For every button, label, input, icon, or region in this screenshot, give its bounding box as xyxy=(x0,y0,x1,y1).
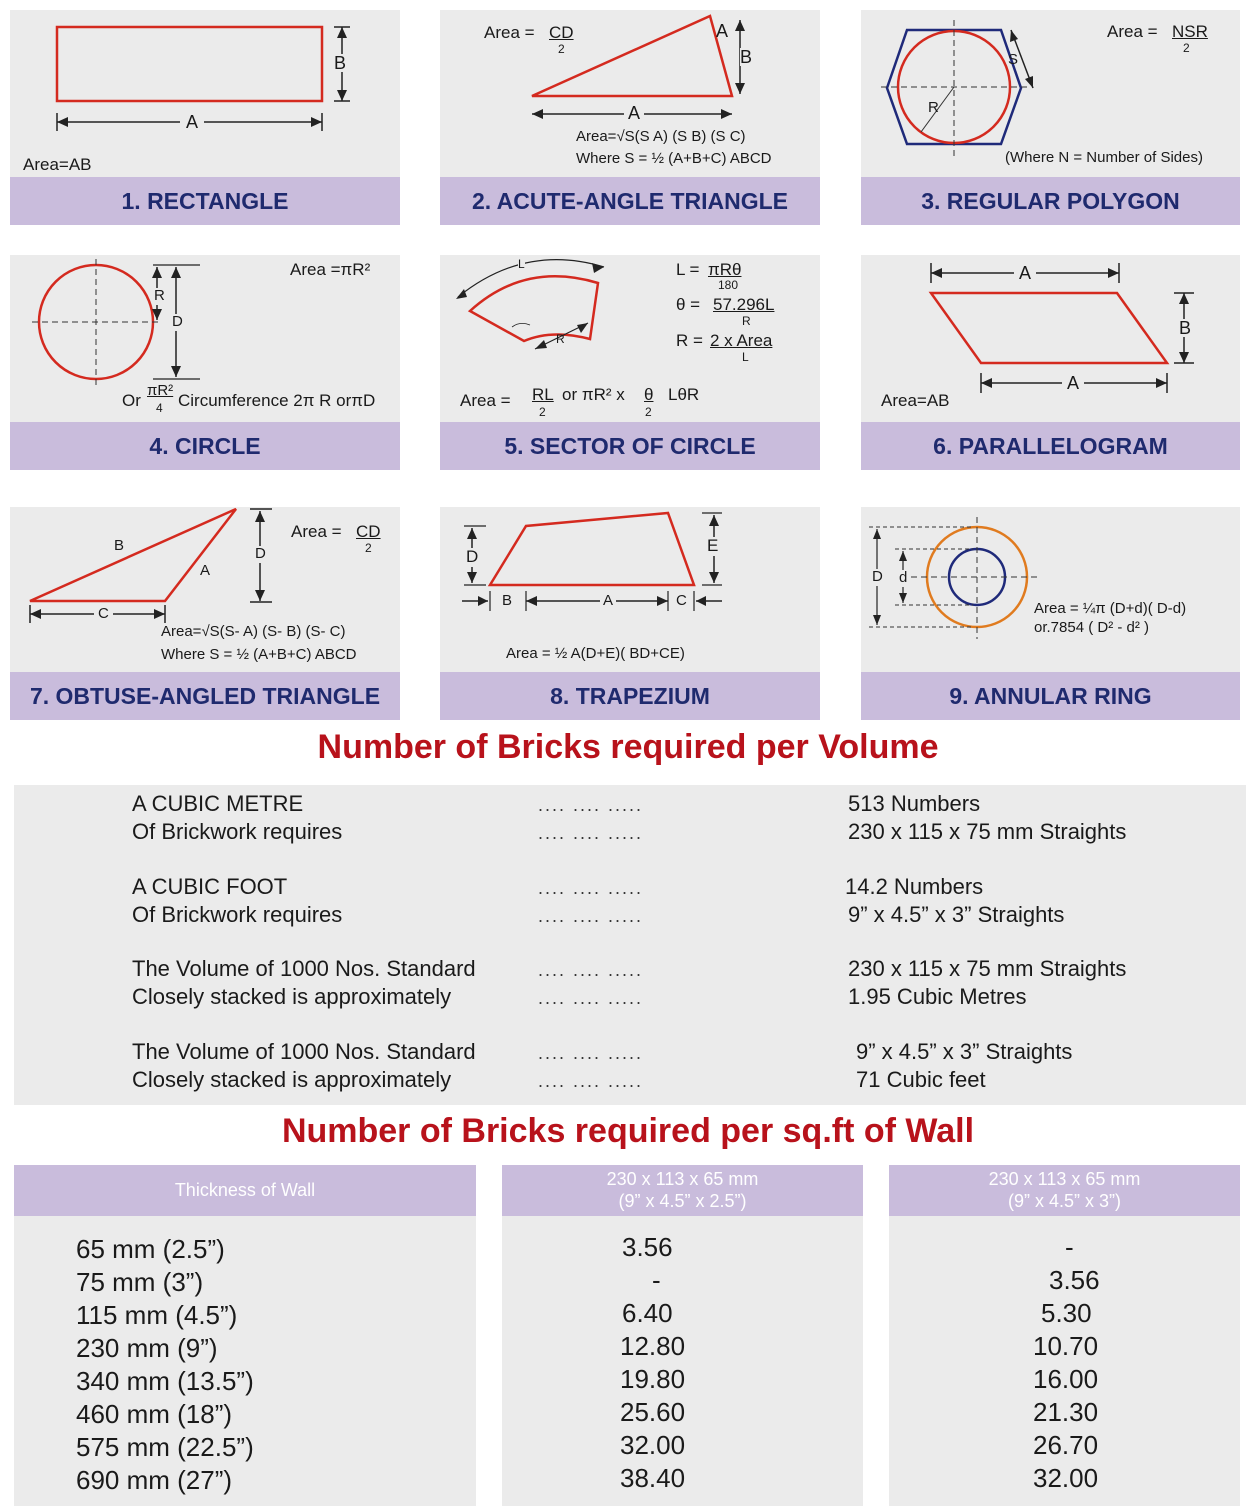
volume-row-label2: Of Brickwork requires xyxy=(132,819,343,844)
annular-formula: Area = ¼π (D+d)( D-d) xyxy=(1034,600,1187,617)
column-header-line1: 230 x 113 x 65 mm xyxy=(606,1168,759,1189)
trapezium-title: 8. TRAPEZIUM xyxy=(440,672,820,720)
label-big-d: D xyxy=(872,568,883,585)
table-row-thickness: 65 mm (2.5”) xyxy=(76,1234,225,1264)
label-r: R xyxy=(556,332,565,346)
table-row-thickness: 75 mm (3”) xyxy=(76,1267,204,1297)
volume-row-label2: Closely stacked is approximately xyxy=(132,1067,452,1092)
table-cell-value: 3.56 xyxy=(1049,1265,1100,1295)
sector-r-label: R = xyxy=(676,331,703,350)
circle-frac-num: πR² xyxy=(147,382,174,399)
column-header-line2: (9” x 4.5” x 2.5”) xyxy=(618,1190,747,1211)
volume-row-label1: The Volume of 1000 Nos. Standard xyxy=(132,956,476,981)
circle-area-formula: Area =πR² xyxy=(290,260,371,279)
table-cell-value: 32.00 xyxy=(620,1430,686,1460)
acute-frac-den: 2 xyxy=(558,42,565,56)
volume-table xyxy=(14,785,1246,1105)
dots: .... .... ..... xyxy=(538,1071,644,1091)
volume-heading: Number of Bricks required per Volume xyxy=(317,728,939,766)
table-row-thickness: 115 mm (4.5”) xyxy=(76,1300,238,1330)
label-r: R xyxy=(154,287,165,304)
column-25-values xyxy=(502,1216,863,1506)
regular-polygon-title: 3. REGULAR POLYGON xyxy=(861,177,1240,225)
table-cell-value: 25.60 xyxy=(620,1397,686,1427)
table-cell-value: 21.30 xyxy=(1033,1397,1099,1427)
dots: .... .... ..... xyxy=(538,906,644,926)
sector-l-label: L = xyxy=(676,260,700,279)
panel-annular-ring xyxy=(861,507,1240,720)
label-c: C xyxy=(676,592,687,609)
polygon-frac-den: 2 xyxy=(1183,41,1190,55)
volume-row-value2: 1.95 Cubic Metres xyxy=(848,984,1027,1009)
sector-area-label: Area = xyxy=(460,391,511,410)
column-header-line1: Thickness of Wall xyxy=(174,1179,316,1200)
circle-frac-den: 4 xyxy=(156,401,163,415)
column-header-line2: (9” x 4.5” x 3”) xyxy=(1007,1190,1122,1211)
volume-row-value1: 14.2 Numbers xyxy=(845,874,984,899)
circle-or: Or xyxy=(122,391,141,410)
panel-parallelogram xyxy=(861,255,1240,470)
panel-regular-polygon xyxy=(861,10,1240,225)
column-header-thickness xyxy=(14,1165,476,1216)
table-cell-value: 32.00 xyxy=(1033,1463,1099,1493)
label-r: R xyxy=(928,99,939,116)
column-header-25 xyxy=(502,1165,863,1216)
sector-r-num: 2 x Area xyxy=(710,331,773,350)
table-cell-value: 19.80 xyxy=(620,1364,686,1394)
sector-ltr: LθR xyxy=(668,385,700,404)
panel-trapezium xyxy=(440,507,820,720)
label-a-base: A xyxy=(624,104,644,122)
sector-th-den: 2 xyxy=(645,405,652,419)
obtuse-s-formula: Where S = ½ (A+B+C) ABCD xyxy=(161,646,357,663)
panel-sector xyxy=(440,255,820,470)
table-cell-value: 3.56 xyxy=(622,1232,673,1262)
label-l: L xyxy=(518,257,525,271)
acute-heron-formula: Area=√S(S A) (S B) (S C) xyxy=(576,128,746,145)
obtuse-triangle-title: 7. OBTUSE-ANGLED TRIANGLE xyxy=(10,672,400,720)
table-cell-value: 38.40 xyxy=(620,1463,686,1493)
acute-triangle-title: 2. ACUTE-ANGLE TRIANGLE xyxy=(440,177,820,225)
label-a-bottom: A xyxy=(1062,374,1084,392)
table-row-thickness: 690 mm (27”) xyxy=(76,1465,233,1495)
label-s: S xyxy=(1008,51,1019,68)
dots: .... .... ..... xyxy=(538,1043,644,1063)
sector-rl-den: 2 xyxy=(539,405,546,419)
label-c: C xyxy=(94,606,113,623)
wall-heading: Number of Bricks required per sq.ft of Wall xyxy=(281,1112,975,1150)
volume-row-label2: Closely stacked is approximately xyxy=(132,984,452,1009)
table-row-thickness: 460 mm (18”) xyxy=(76,1399,233,1429)
volume-row-label1: A CUBIC METRE xyxy=(132,791,304,816)
sector-rl-num: RL xyxy=(532,385,554,404)
label-d: D xyxy=(172,313,183,330)
panel-obtuse-triangle xyxy=(10,507,400,720)
column-header-line1: 230 x 113 x 65 mm xyxy=(988,1168,1141,1189)
volume-row-value1: 9” x 4.5” x 3” Straights xyxy=(856,1039,1073,1064)
table-cell-value: 12.80 xyxy=(620,1331,686,1361)
table-cell-value: 26.70 xyxy=(1033,1430,1099,1460)
acute-s-formula: Where S = ½ (A+B+C) ABCD xyxy=(576,150,772,167)
table-cell-value: 16.00 xyxy=(1033,1364,1099,1394)
rectangle-formula: Area=AB xyxy=(23,155,92,174)
panel-circle xyxy=(10,255,400,470)
annular-formula2: or.7854 ( D² - d² ) xyxy=(1034,619,1150,636)
volume-row-value2: 230 x 115 x 75 mm Straights xyxy=(848,819,1127,844)
column-3-values xyxy=(889,1216,1240,1506)
acute-area-label: Area = xyxy=(484,23,535,42)
table-row-thickness: 230 mm (9”) xyxy=(76,1333,218,1363)
sector-l-num: πRθ xyxy=(708,260,742,279)
polygon-note: (Where N = Number of Sides) xyxy=(1005,149,1203,166)
table-cell-value: 10.70 xyxy=(1033,1331,1099,1361)
panel-acute-triangle xyxy=(440,10,820,225)
volume-row-label2: Of Brickwork requires xyxy=(132,902,343,927)
table-row-thickness: 575 mm (22.5”) xyxy=(76,1432,254,1462)
label-e: E xyxy=(707,536,719,555)
obtuse-frac-num: CD xyxy=(356,522,381,541)
polygon-frac-num: NSR xyxy=(1172,22,1208,41)
volume-row-label1: The Volume of 1000 Nos. Standard xyxy=(132,1039,476,1064)
panel-rectangle xyxy=(10,10,400,225)
sector-l-den: 180 xyxy=(718,278,739,292)
label-b: B xyxy=(334,53,347,73)
volume-row-value1: 513 Numbers xyxy=(848,791,981,816)
trapezium-formula: Area = ½ A(D+E)( BD+CE) xyxy=(506,645,685,662)
table-cell-value: 6.40 xyxy=(622,1298,673,1328)
circle-title: 4. CIRCLE xyxy=(10,422,400,470)
label-d: D xyxy=(466,547,479,566)
annular-ring-title: 9. ANNULAR RING xyxy=(861,672,1240,720)
table-row-thickness: 340 mm (13.5”) xyxy=(76,1366,254,1396)
sector-theta-num: 57.296L xyxy=(713,295,775,314)
obtuse-area-label: Area = xyxy=(291,522,342,541)
circle-circumference: Circumference 2π R orπD xyxy=(178,391,376,410)
label-small-d: d xyxy=(899,569,908,586)
table-cell-value: - xyxy=(652,1265,661,1295)
volume-row-value2: 9” x 4.5” x 3” Straights xyxy=(848,902,1065,927)
volume-row-label1: A CUBIC FOOT xyxy=(132,874,288,899)
polygon-area-label: Area = xyxy=(1107,22,1158,41)
parallelogram-title: 6. PARALLELOGRAM xyxy=(861,422,1240,470)
label-a-top: A xyxy=(716,21,729,41)
rectangle-title: 1. RECTANGLE xyxy=(10,177,400,225)
label-d: D xyxy=(255,545,266,562)
acute-frac-num: CD xyxy=(549,23,574,42)
sector-theta-den: R xyxy=(742,314,751,328)
label-a: A xyxy=(200,562,211,579)
volume-row-value1: 230 x 115 x 75 mm Straights xyxy=(848,956,1127,981)
label-a: A xyxy=(180,113,204,131)
label-b: B xyxy=(502,592,513,609)
sector-title: 5. SECTOR OF CIRCLE xyxy=(440,422,820,470)
sector-or-pi: or πR² x xyxy=(562,385,625,404)
label-a: A xyxy=(600,593,616,610)
label-b: B xyxy=(740,47,753,67)
label-a-top: A xyxy=(1014,264,1036,282)
thickness-column xyxy=(14,1216,476,1506)
column-header-3 xyxy=(889,1165,1240,1216)
dots: .... .... ..... xyxy=(538,823,644,843)
sector-th-num: θ xyxy=(644,385,654,404)
dots: .... .... ..... xyxy=(538,988,644,1008)
label-b: B xyxy=(114,537,125,554)
sector-r-den: L xyxy=(742,350,749,364)
volume-row-value2: 71 Cubic feet xyxy=(856,1067,986,1092)
dots: .... .... ..... xyxy=(538,795,644,815)
table-cell-value: 5.30 xyxy=(1041,1298,1092,1328)
obtuse-heron-formula: Area=√S(S- A) (S- B) (S- C) xyxy=(161,623,346,640)
obtuse-frac-den: 2 xyxy=(365,541,372,555)
dots: .... .... ..... xyxy=(538,878,644,898)
dots: .... .... ..... xyxy=(538,960,644,980)
parallelogram-formula: Area=AB xyxy=(881,391,950,410)
sector-theta-label: θ = xyxy=(676,295,701,314)
table-cell-value: - xyxy=(1065,1232,1074,1262)
label-b: B xyxy=(1179,318,1192,338)
